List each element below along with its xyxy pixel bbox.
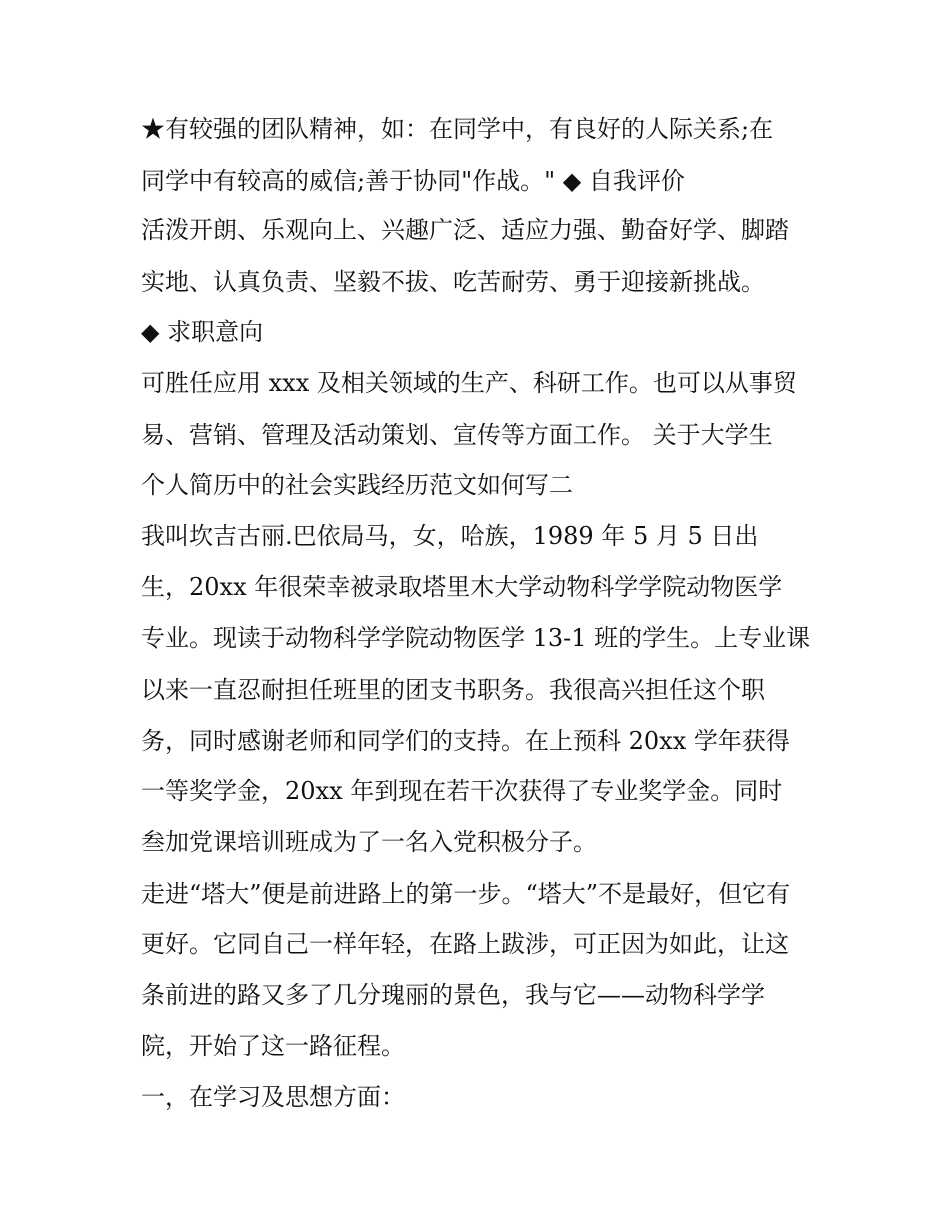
section-heading: ◆ 求职意向 [141,318,264,346]
section-heading: 一，在学习及思想方面： [141,1083,405,1111]
text-line: 活泼开朗、乐观向上、兴趣广泛、适应力强、勤奋好学、脚踏 [141,216,789,244]
text-line: 实地、认真负责、坚毅不拔、吃苦耐劳、勇于迎接新挑战。 [141,268,765,296]
text-line: 更好。它同自己一样年轻，在路上跋涉，可正因为如此，让这 [141,930,789,958]
text-line: 叁加党课培训班成为了一名入党积极分子。 [141,828,597,856]
text-line: 条前进的路又多了几分瑰丽的景色，我与它——动物科学学 [141,981,765,1009]
text-line: ★有较强的团队精神，如：在同学中，有良好的人际关系;在 [141,115,774,143]
text-line: 院，开始了这一路征程。 [141,1032,405,1060]
text-line: 务，同时感谢老师和同学们的支持。在上预科 20xx 学年获得 [141,727,790,755]
text-line: 一等奖学金，20xx 年到现在若干次获得了专业奖学金。同时 [141,777,783,805]
text-line: 生，20xx 年很荣幸被录取塔里木大学动物科学学院动物医学 [141,573,783,601]
text-line: 专业。现读于动物科学学院动物医学 13-1 班的学生。上专业课 [141,624,811,652]
text-line: 我叫坎吉古丽.巴依局马，女，哈族，1989 年 5 月 5 日出 [141,522,759,550]
text-line: 易、营销、管理及活动策划、宣传等方面工作。 关于大学生 [141,421,773,449]
text-line: 走进“塔大”便是前进路上的第一步。“塔大”不是最好，但它有 [141,880,791,908]
text-line: 同学中有较高的威信;善于协同"作战。" ◆ 自我评价 [141,167,685,195]
text-line: 可胜任应用 xxx 及相关领域的生产、科研工作。也可以从事贸 [141,369,797,397]
text-line: 个人简历中的社会实践经历范文如何写二 [141,471,573,499]
text-line: 以来一直忍耐担任班里的团支书职务。我很高兴担任这个职 [141,676,765,704]
